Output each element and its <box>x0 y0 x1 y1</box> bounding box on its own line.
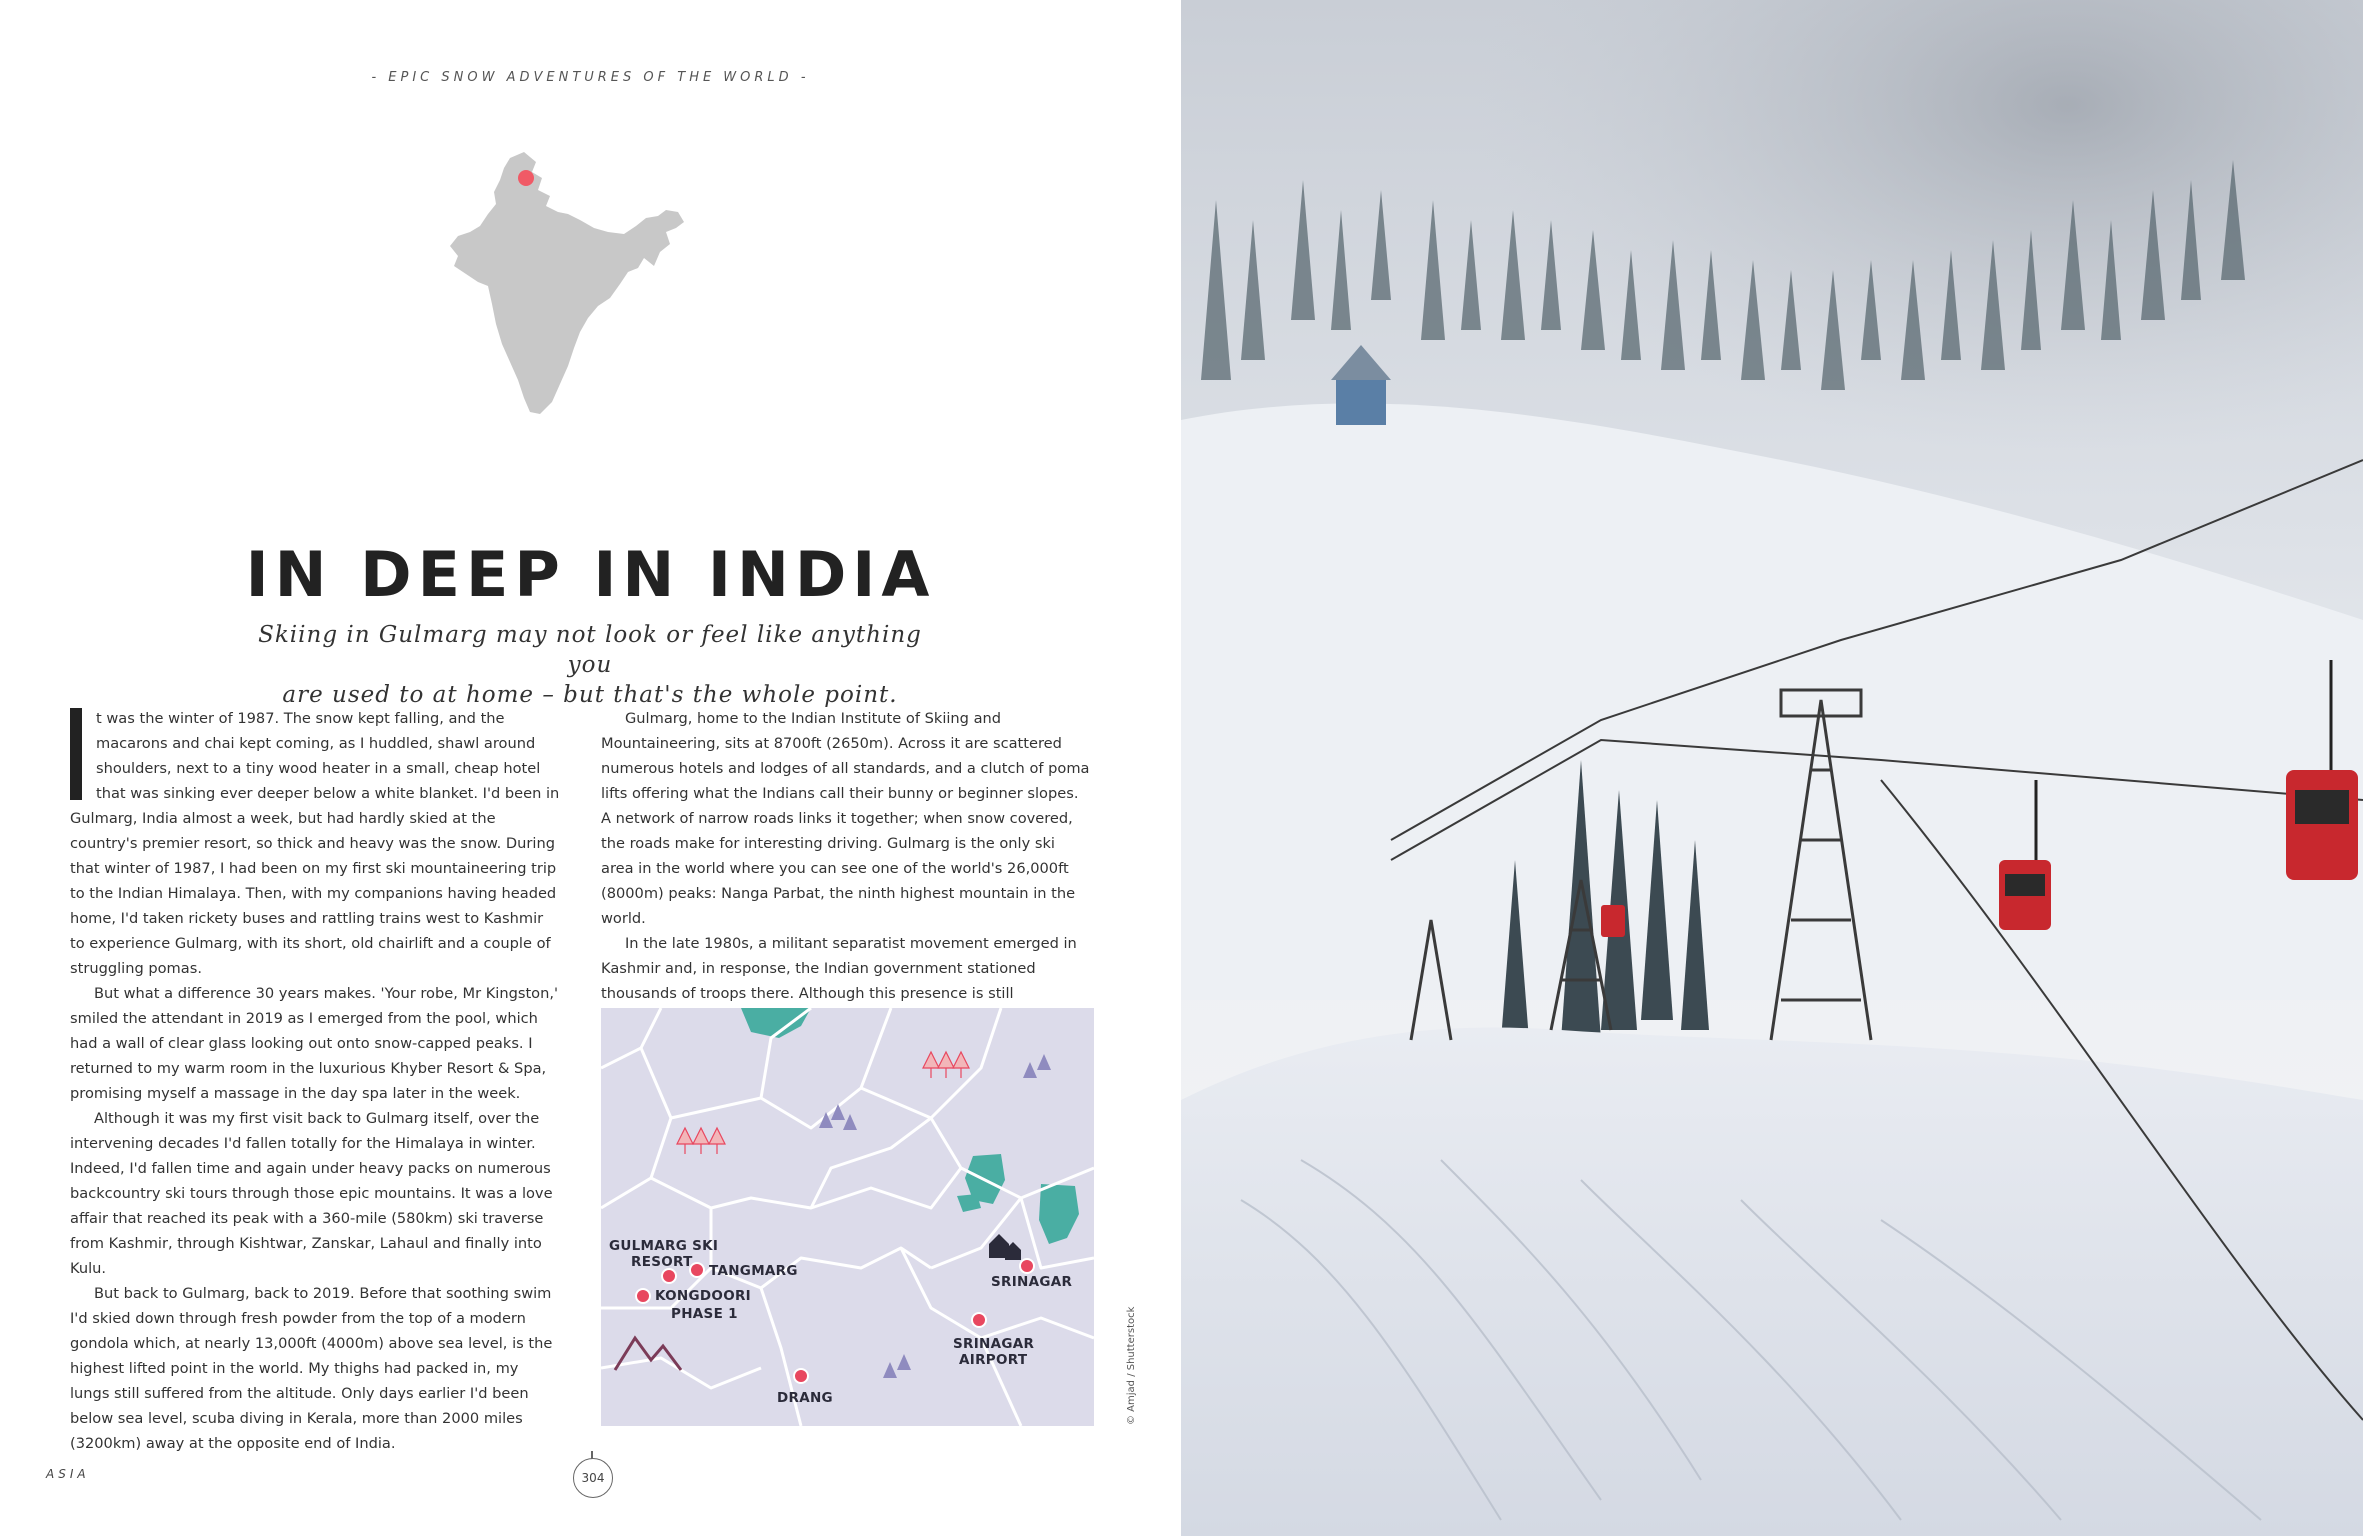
subtitle-line-2: are used to at home – but that's the whole point. <box>282 682 898 708</box>
label-srinagar: SRINAGAR <box>991 1274 1073 1290</box>
photo-credit: © Amjad / Shutterstock <box>1126 1306 1137 1425</box>
label-airport-1: SRINAGAR <box>953 1336 1035 1352</box>
article-title: IN DEEP IN INDIA <box>245 538 936 611</box>
photo-illustration <box>1181 0 2363 1536</box>
body-column-left <box>70 706 560 1456</box>
pin-gulmarg <box>662 1269 676 1283</box>
label-kongdoori-1: KONGDOORI <box>655 1288 751 1304</box>
body-paragraph: In the late 1980s, a militant separatist movement emerged in Kashmir and, in response, the Indian government stationed thousands of troops there. Although this presence is still <box>601 935 1077 1002</box>
label-airport-2: AIRPORT <box>959 1352 1028 1368</box>
subtitle-line-1: Skiing in Gulmarg may not look or feel like anything you <box>258 622 922 678</box>
pin-srinagar <box>1020 1259 1034 1273</box>
label-kongdoori-2: PHASE 1 <box>671 1306 738 1322</box>
body-paragraph: But back to Gulmarg, back to 2019. Before that soothing swim I'd skied down through fresh powder from the top of a modern gondola which, at nearly 13,000ft (4000m) above sea level, is the highest lifted point in the world. My thighs had packed in, my lungs still suffered from the altitude. Only days earlier I'd been below sea level, scuba diving in Kerala, more than 2000 miles (3200km) away at the opposite end of India. <box>70 1285 553 1452</box>
body-column-right <box>601 706 1091 1006</box>
location-marker <box>518 170 534 186</box>
gulmarg-gondola-photo <box>1181 0 2363 1536</box>
region-map <box>601 1008 1094 1426</box>
gondola-cabin-near <box>2286 770 2358 880</box>
body-paragraph: Gulmarg, home to the Indian Institute of Skiing and Mountaineering, sits at 8700ft (2650m). Across it are scattered numerous hotels and lodges of all standards, and a clutch of poma lifts offering what the Indians call their bunny or beginner slopes. A network of narrow roads links it together; when snow covered, the roads make for interesting driving. Gulmarg is the only ski area in the world where you can see one of the world's 26,000ft (8000m) peaks: Nanga Parbat, the ninth highest mountain in the world. <box>601 710 1090 927</box>
india-locator-map <box>440 148 732 418</box>
label-gulmarg-2: RESORT <box>631 1254 693 1270</box>
label-gulmarg-1: GULMARG SKI <box>609 1238 719 1254</box>
gondola-cabin-far <box>1601 905 1625 937</box>
foreground-snow <box>1181 1028 2363 1536</box>
label-tangmarg: TANGMARG <box>709 1263 798 1279</box>
india-silhouette <box>450 152 684 414</box>
left-page <box>0 0 1181 1536</box>
page-number: 304 <box>573 1458 613 1498</box>
section-label: ASIA <box>46 1467 90 1481</box>
body-paragraph: Although it was my first visit back to Gulmarg itself, over the intervening decades I'd fallen totally for the Himalaya in winter. Indeed, I'd fallen time and again under heavy packs on numerous backcountry ski tours through those epic mountains. It was a love affair that reached its peak with a 360-mile (580km) ski traverse from Kashmir, through Kishtwar, Zanskar, Lahaul and finally into Kulu. <box>70 1110 553 1277</box>
body-paragraph: But what a difference 30 years makes. 'Your robe, Mr Kingston,' smiled the attendant in 2019 as I emerged from the pool, which had a wall of clear glass looking out onto snow-capped peaks. I returned to my warm room in the luxurious Khyber Resort & Spa, promising myself a massage in the day spa later in the week. <box>70 985 559 1102</box>
article-subtitle <box>240 620 940 710</box>
label-drang: DRANG <box>777 1390 833 1406</box>
pin-kongdoori <box>636 1289 650 1303</box>
drop-cap-i <box>70 708 82 800</box>
running-head: - EPIC SNOW ADVENTURES OF THE WORLD - <box>371 70 810 85</box>
pin-drang <box>794 1369 808 1383</box>
pin-airport <box>972 1313 986 1327</box>
body-paragraph: t was the winter of 1987. The snow kept falling, and the macarons and chai kept coming, as I huddled, shawl around shoulders, next to a tiny wood heater in a small, cheap hotel that was sinking ever deeper below a white blanket. I'd been in Gulmarg, India almost a week, but had hardly skied at the country's premier resort, so thick and heavy was the snow. During that winter of 1987, I had been on my first ski mountaineering trip to the Indian Himalaya. Then, with my companions having headed home, I'd taken rickety buses and rattling trains west to Kashmir to experience Gulmarg, with its short, old chairlift and a couple of struggling pomas. <box>70 710 560 977</box>
